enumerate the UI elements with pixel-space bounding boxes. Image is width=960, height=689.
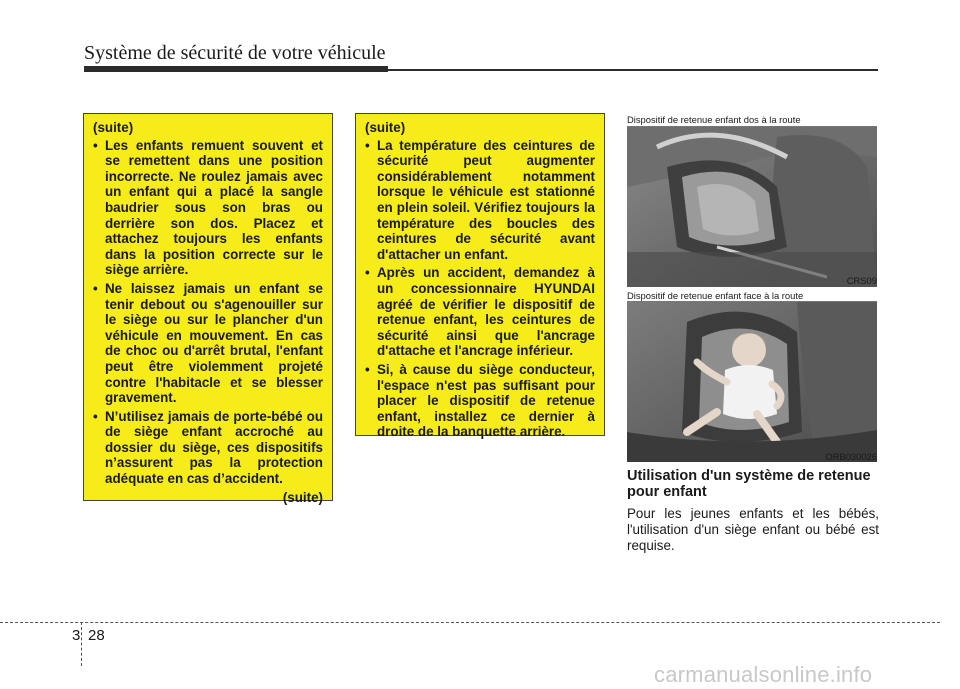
warning-continued-label: (suite) <box>365 120 406 135</box>
footer-separator <box>81 622 82 666</box>
watermark: carmanualsonline.info <box>654 662 873 687</box>
warning-continued-label: (suite) <box>93 120 134 135</box>
section-title: Utilisation d'un système de retenue pour enfant <box>627 468 871 500</box>
header-rule-thick <box>84 66 388 72</box>
figure-code-rear-facing: CRS09 <box>846 275 877 286</box>
figure-caption-forward-facing: Dispositif de retenue enfant face à la route <box>627 290 804 301</box>
warning-item: • N’utilisez jamais de porte-bébé ou de siège enfant accroché au dossier du siège, ces dispositifs n’assurent pas la protection adéquate en cas d’accident. <box>93 409 323 487</box>
figure-code-forward-facing: ORB030026 <box>825 451 877 462</box>
forward-facing-seat-illustration <box>627 302 877 462</box>
figure-caption-rear-facing: Dispositif de retenue enfant dos à la route <box>627 114 801 125</box>
page-number: 28 <box>88 627 105 644</box>
footer-rule <box>0 622 940 623</box>
warning-continues-label: (suite) <box>282 489 323 505</box>
warning-item: • Après un accident, demandez à un concessionnaire HYUNDAI agréé de vérifier le dispositif de retenue enfant, les ceintures de sécurité ainsi que l'ancrage d'attache et l'ancrage inférieur. <box>365 265 595 359</box>
chapter-number: 3 <box>72 627 81 644</box>
warning-item: • La température des ceintures de sécurité peut augmenter considérablement notamment lorsque le véhicule est stationné en plein soleil. Vérifiez toujours la température des boucles des ceintures de sécurité avant d'attacher un enfant. <box>365 138 595 263</box>
header-rule-thin <box>388 69 878 71</box>
warning-item: • Ne laissez jamais un enfant se tenir debout ou s'agenouiller sur le siège ou sur le plancher d'un véhicule en mouvement. En cas de choc ou d'arrêt brutal, l'enfant peut être violemment projeté contre l'habitacle et se blesser gravement. <box>93 281 323 406</box>
warning-item: • Si, à cause du siège conducteur, l'espace n'est pas suffisant pour placer le dispositif de retenue enfant, installez ce dernier à droite de la banquette arrière. <box>365 362 595 440</box>
rear-facing-seat-illustration <box>627 127 877 287</box>
warning-item: • Les enfants remuent souvent et se remettent dans une position incorrecte. Ne roulez jamais avec un enfant qui a placé la sangle baudrier sous son bras ou derrière son dos. Placez et attachez toujours les enfants dans la position correcte sur le siège arrière. <box>93 138 323 278</box>
section-body: Pour les jeunes enfants et les bébés, l'utilisation d'un siège enfant ou bébé est requise. <box>627 506 879 553</box>
warning-box-right <box>355 113 605 440</box>
warning-box-left <box>83 113 333 505</box>
page-header-title: Système de sécurité de votre véhicule <box>84 42 386 64</box>
